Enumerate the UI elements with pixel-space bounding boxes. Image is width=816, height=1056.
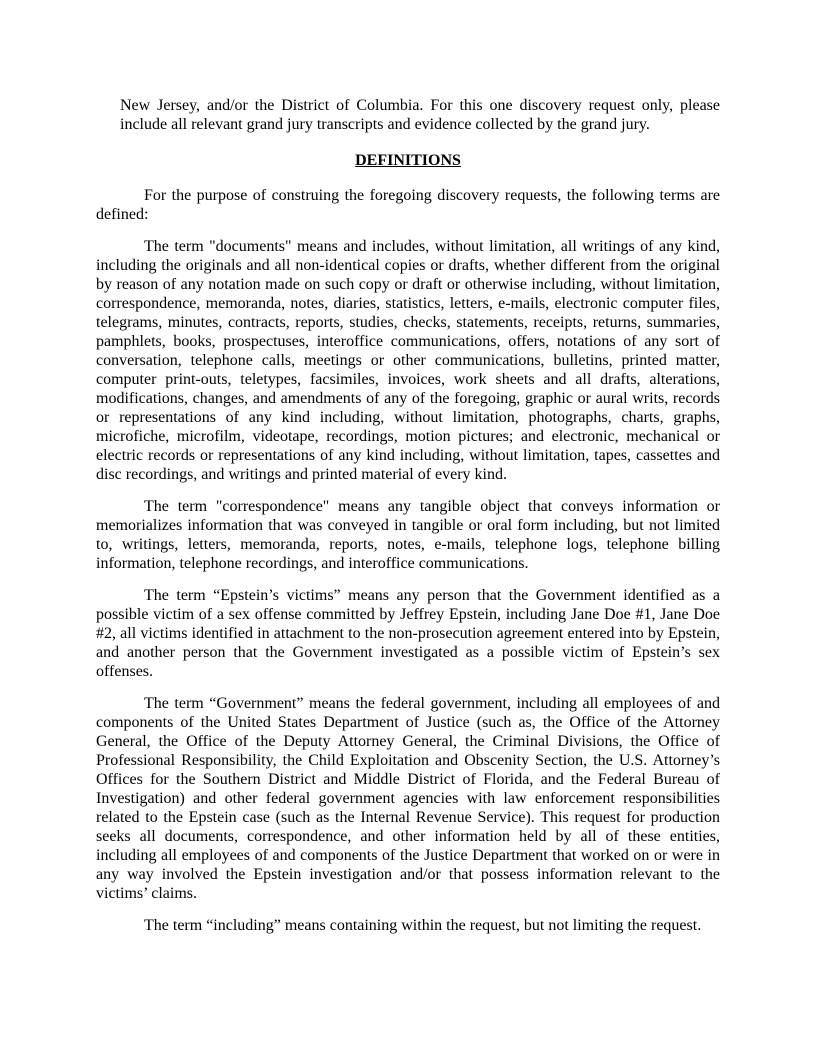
definitions-heading: [96, 151, 720, 170]
continuation-paragraph: New Jersey, and/or the District of Columbia. For this one discovery request only, please include all relevant grand jury transcripts and evidence collected by the grand jury.: [120, 97, 720, 133]
definition-correspondence: The term "correspondence" means any tangible object that conveys information or memorializes information that was conveyed in tangible or oral form including, but not limited to, writings, letters, memoranda, reports, notes, e-mails, telephone logs, telephone billing information, telephone recordings, and interoffice communications.: [96, 498, 720, 572]
definition-epsteins-victims: The term “Epstein’s victims” means any person that the Government identified as a possible victim of a sex offense committed by Jeffrey Epstein, including Jane Doe #1, Jane Doe #2, all victims identified in attachment to the non-prosecution agreement entered into by Epstein, and another person that the Government investigated as a possible victim of Epstein’s sex offenses.: [96, 587, 720, 680]
definition-documents: The term "documents" means and includes, without limitation, all writings of any kind, including the originals and all non-identical copies or drafts, whether different from the original by reason of any notation made on such copy or draft or otherwise including, without limitation, correspondence, memoranda, notes, diaries, statistics, letters, e-mails, electronic computer files, telegrams, minutes, contracts, reports, studies, checks, statements, receipts, returns, summaries, pamphlets, books, prospectuses, interoffice communications, offers, notations of any sort of conversation, telephone calls, meetings or other communications, bulletins, printed matter, computer print-outs, teletypes, facsimiles, invoices, work sheets and all drafts, alterations, modifications, changes, and amendments of any of the foregoing, graphic or aural writs, records or representations of any kind including, without limitation, photographs, charts, graphs, microfiche, microfilm, videotape, recordings, motion pictures; and electronic, mechanical or electric records or representations of any kind including, without limitation, tapes, cassettes and disc recordings, and writings and printed material of every kind.: [96, 238, 720, 483]
definitions-heading-text: DEFINITIONS: [355, 152, 461, 169]
definition-including: The term “including” means containing within the request, but not limiting the request.: [144, 917, 702, 934]
intro-paragraph: For the purpose of construing the foregoing discovery requests, the following terms are defined:: [96, 187, 720, 223]
definition-government: The term “Government” means the federal government, including all employees of and components of the United States Department of Justice (such as, the Office of the Attorney General, the Office of the Deputy Attorney General, the Criminal Divisions, the Office of Professional Responsibility, the Child Exploitation and Obscenity Section, the U.S. Attorney’s Offices for the Southern District and Middle District of Florida, and the Federal Bureau of Investigation) and other federal government agencies with law enforcement responsibilities related to the Epstein case (such as the Internal Revenue Service). This request for production seeks all documents, correspondence, and other information held by all of these entities, including all employees of and components of the Justice Department that worked on or were in any way involved the Epstein investigation and/or that possess information relevant to the victims’ claims.: [96, 695, 720, 902]
